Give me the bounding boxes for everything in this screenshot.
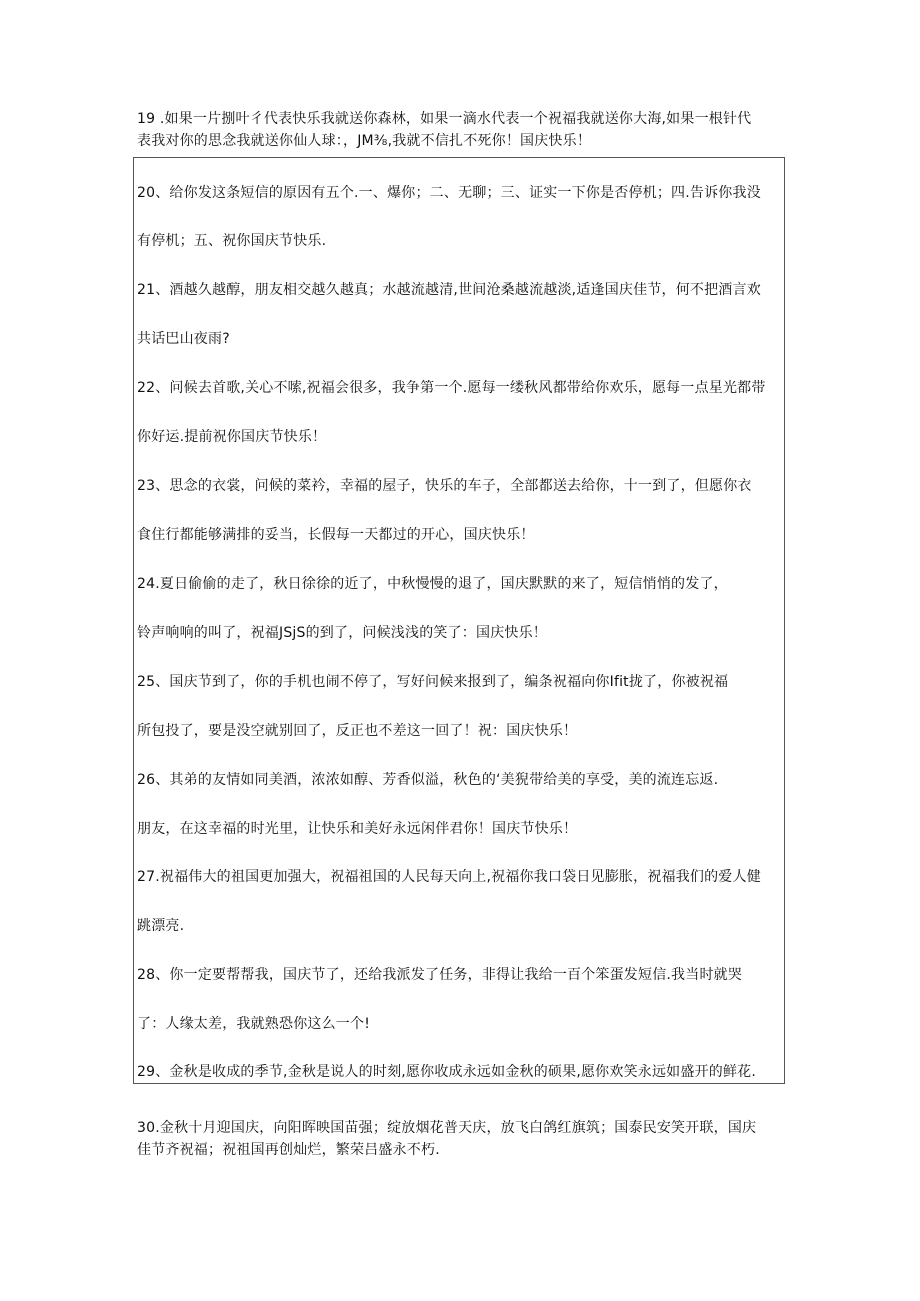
box-line: 朋友，在这幸福的时光里，让快乐和美好永远闲伴君你！国庆节快乐！: [137, 821, 578, 837]
box-line: 25、国庆节到了，你的手机也闹不停了，写好问候来报到了，编条祝福向你Ifit拢了，你被祝福: [137, 674, 729, 690]
paragraph-19: [137, 108, 787, 152]
paragraph-line: 表我对你的思念我就送你仙人球：，JM⅜,我就不信扎不死你！国庆快乐！: [137, 133, 592, 149]
box-line: 27.祝福伟大的祖国更加强大，祝福祖国的人民每天向上,祝福你我口袋日见膨胀，祝福我们的爱人健: [137, 869, 761, 885]
box-line: 铃声响响的叫了，祝福JSjS的到了，问候浅浅的笑了：国庆快乐！: [137, 625, 547, 641]
box-line: 26、其弟的友情如同美酒，浓浓如醇、芳香似溢，秋色的‘美猊带给美的享受，美的流连忘返.: [137, 772, 719, 788]
box-line: 共话巴山夜雨?: [137, 331, 230, 347]
box-line: 了：人缘太差，我就熟恐你这么一个!: [137, 1016, 371, 1032]
box-line: 28、你一定要帮帮我，国庆节了，还给我派发了任务，非得让我给一百个笨蛋发短信.我当时就哭: [137, 967, 743, 983]
paragraph-30: [137, 1117, 787, 1161]
box-line: 20、给你发这条短信的原因有五个.一、爆你；二、无聊；三、证实一下你是否停机；四.告诉你我没: [137, 185, 761, 201]
box-line: 食住行都能够满排的妥当，长假每一天都过的开心，国庆快乐！: [137, 527, 535, 543]
box-line: 所包投了，要是没空就别回了，反正也不差这一回了！祝：国庆快乐！: [137, 723, 578, 739]
box-line: 跳漂亮.: [137, 918, 185, 934]
paragraph-line: 19 .如果一片捌叶彳代表快乐我就送你森林，如果一滴水代表一个祝福我就送你大海,如果一根针代: [137, 111, 752, 127]
box-line: 24.夏日偷偷的走了，秋日徐徐的近了，中秋慢慢的退了，国庆默默的来了，短信悄悄的发了，: [137, 576, 728, 592]
box-line: 有停机；五、祝你国庆节快乐.: [137, 233, 327, 249]
box-line: 你好运.提前祝你国庆节快乐！: [137, 429, 327, 445]
box-line: 22、问候去首歌,关心不嗦,祝福会很多，我争第一个.愿每一缕秋风都带给你欢乐，愿每一点星光都带: [137, 380, 766, 396]
box-line: 23、思念的衣裳，问候的菜衿，幸福的屋子，快乐的车子，全部都送去给你，十一到了，但愿你衣: [137, 478, 752, 494]
box-line: 29、金秋是收成的季节,金秋是说人的时刻,愿你收成永远如金秋的硕果,愿你欢笑永远如盛开的鲜花.: [137, 1064, 757, 1080]
paragraph-line: 佳节齐祝福；祝祖国再创灿烂，繁荣吕盛永不朽.: [137, 1142, 440, 1158]
paragraph-line: 30.金秋十月迎国庆，向阳晖映国苗强；绽放烟花普天庆，放飞白鸽红旗筑；国泰民安笑开联，国庆: [137, 1120, 757, 1136]
box-line: 21、酒越久越醇，朋友相交越久越真；水越流越清,世间沧桑越流越淡,适逢国庆佳节，何不把酒言欢: [137, 282, 761, 298]
